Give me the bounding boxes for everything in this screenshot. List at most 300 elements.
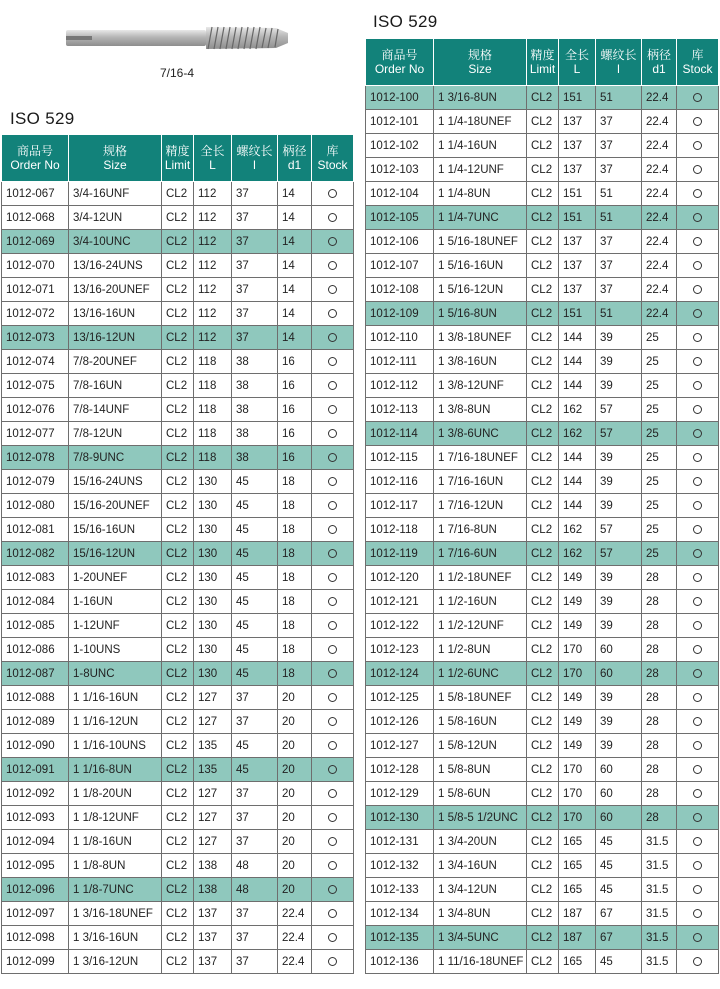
size-cell: 1 5/16-12UN bbox=[434, 278, 527, 302]
length-cell: 137 bbox=[559, 254, 596, 278]
col-header-en: L bbox=[209, 158, 216, 172]
size-cell: 15/16-24UNS bbox=[69, 470, 162, 494]
stock-circle-icon bbox=[328, 789, 337, 798]
stock-cell bbox=[677, 422, 719, 446]
thread-length-cell: 37 bbox=[232, 326, 278, 350]
stock-circle-icon bbox=[328, 213, 337, 222]
shank-diameter-cell: 20 bbox=[278, 758, 312, 782]
shank-diameter-cell: 22.4 bbox=[642, 206, 677, 230]
limit-cell: CL2 bbox=[527, 854, 559, 878]
stock-circle-icon bbox=[328, 189, 337, 198]
stock-circle-icon bbox=[693, 573, 702, 582]
stock-cell bbox=[312, 326, 354, 350]
thread-length-cell: 45 bbox=[232, 758, 278, 782]
col-header-en: Limit bbox=[529, 62, 556, 76]
stock-circle-icon bbox=[693, 621, 702, 630]
order-no-cell: 1012-069 bbox=[2, 230, 69, 254]
order-no-cell: 1012-126 bbox=[366, 710, 434, 734]
stock-circle-icon bbox=[328, 669, 337, 678]
shank-diameter-cell: 20 bbox=[278, 806, 312, 830]
table-row bbox=[366, 518, 719, 542]
length-cell: 137 bbox=[559, 110, 596, 134]
thread-length-cell: 38 bbox=[232, 422, 278, 446]
shank-diameter-cell: 22.4 bbox=[642, 110, 677, 134]
length-cell: 130 bbox=[194, 542, 232, 566]
length-cell: 170 bbox=[559, 662, 596, 686]
table-row bbox=[366, 206, 719, 230]
col-header-limit bbox=[527, 39, 559, 86]
stock-circle-icon bbox=[693, 309, 702, 318]
shank-diameter-cell: 18 bbox=[278, 494, 312, 518]
thread-length-cell: 57 bbox=[596, 422, 642, 446]
shank-diameter-cell: 25 bbox=[642, 422, 677, 446]
stock-circle-icon bbox=[693, 789, 702, 798]
stock-cell bbox=[312, 422, 354, 446]
thread-length-cell: 45 bbox=[232, 638, 278, 662]
shank-diameter-cell: 31.5 bbox=[642, 830, 677, 854]
thread-length-cell: 37 bbox=[232, 950, 278, 974]
table-row bbox=[2, 206, 354, 230]
table-row bbox=[2, 182, 354, 206]
table-row bbox=[366, 254, 719, 278]
thread-length-cell: 39 bbox=[596, 446, 642, 470]
shank-diameter-cell: 18 bbox=[278, 566, 312, 590]
table-row bbox=[366, 134, 719, 158]
shank-diameter-cell: 14 bbox=[278, 278, 312, 302]
length-cell: 165 bbox=[559, 854, 596, 878]
col-header-en: d1 bbox=[287, 158, 302, 172]
limit-cell: CL2 bbox=[527, 926, 559, 950]
stock-cell bbox=[677, 374, 719, 398]
stock-cell bbox=[312, 782, 354, 806]
order-no-cell: 1012-111 bbox=[366, 350, 434, 374]
limit-cell: CL2 bbox=[162, 854, 194, 878]
thread-length-cell: 57 bbox=[596, 542, 642, 566]
table-row bbox=[2, 422, 354, 446]
stock-cell bbox=[677, 854, 719, 878]
length-cell: 118 bbox=[194, 374, 232, 398]
length-cell: 151 bbox=[559, 302, 596, 326]
size-cell: 1 11/16-18UNEF bbox=[434, 950, 527, 974]
shank-diameter-cell: 22.4 bbox=[278, 926, 312, 950]
length-cell: 149 bbox=[559, 734, 596, 758]
col-header-cn: 螺纹长 bbox=[600, 48, 637, 62]
length-cell: 165 bbox=[559, 950, 596, 974]
thread-length-cell: 57 bbox=[596, 398, 642, 422]
shank-diameter-cell: 22.4 bbox=[278, 902, 312, 926]
table-row bbox=[366, 182, 719, 206]
shank-diameter-cell: 18 bbox=[278, 638, 312, 662]
size-cell: 1 3/4-12UN bbox=[434, 878, 527, 902]
thread-length-cell: 37 bbox=[596, 230, 642, 254]
table-row bbox=[366, 830, 719, 854]
stock-cell bbox=[312, 686, 354, 710]
stock-circle-icon bbox=[693, 765, 702, 774]
size-cell: 3/4-10UNC bbox=[69, 230, 162, 254]
size-cell: 1 1/8-7UNC bbox=[69, 878, 162, 902]
order-no-cell: 1012-105 bbox=[366, 206, 434, 230]
shank-diameter-cell: 22.4 bbox=[642, 302, 677, 326]
table-row bbox=[366, 902, 719, 926]
stock-cell bbox=[312, 758, 354, 782]
order-no-cell: 1012-116 bbox=[366, 470, 434, 494]
size-cell: 13/16-12UN bbox=[69, 326, 162, 350]
size-cell: 1-10UNS bbox=[69, 638, 162, 662]
limit-cell: CL2 bbox=[527, 446, 559, 470]
thread-length-cell: 38 bbox=[232, 350, 278, 374]
stock-cell bbox=[312, 518, 354, 542]
stock-cell bbox=[312, 806, 354, 830]
order-no-cell: 1012-072 bbox=[2, 302, 69, 326]
col-header-thread-length bbox=[232, 135, 278, 182]
limit-cell: CL2 bbox=[527, 758, 559, 782]
stock-cell bbox=[677, 782, 719, 806]
size-cell: 1 5/8-12UN bbox=[434, 734, 527, 758]
size-cell: 1 5/16-8UN bbox=[434, 302, 527, 326]
stock-circle-icon bbox=[328, 741, 337, 750]
length-cell: 137 bbox=[559, 158, 596, 182]
stock-circle-icon bbox=[328, 933, 337, 942]
size-cell: 1 5/8-18UNEF bbox=[434, 686, 527, 710]
table-row bbox=[366, 950, 719, 974]
shank-diameter-cell: 18 bbox=[278, 542, 312, 566]
stock-circle-icon bbox=[328, 477, 337, 486]
length-cell: 112 bbox=[194, 278, 232, 302]
stock-circle-icon bbox=[693, 189, 702, 198]
stock-circle-icon bbox=[693, 453, 702, 462]
col-header-cn: 精度 bbox=[530, 48, 555, 62]
stock-circle-icon bbox=[693, 549, 702, 558]
order-no-cell: 1012-104 bbox=[366, 182, 434, 206]
table-row bbox=[2, 470, 354, 494]
thread-length-cell: 37 bbox=[596, 134, 642, 158]
stock-circle-icon bbox=[693, 837, 702, 846]
stock-circle-icon bbox=[693, 261, 702, 270]
thread-length-cell: 37 bbox=[232, 206, 278, 230]
length-cell: 170 bbox=[559, 638, 596, 662]
size-cell: 15/16-20UNEF bbox=[69, 494, 162, 518]
table-row bbox=[2, 638, 354, 662]
limit-cell: CL2 bbox=[162, 686, 194, 710]
limit-cell: CL2 bbox=[527, 254, 559, 278]
stock-cell bbox=[677, 302, 719, 326]
order-no-cell: 1012-121 bbox=[366, 590, 434, 614]
stock-cell bbox=[312, 950, 354, 974]
table-row bbox=[2, 374, 354, 398]
shank-diameter-cell: 18 bbox=[278, 614, 312, 638]
length-cell: 137 bbox=[194, 926, 232, 950]
limit-cell: CL2 bbox=[162, 278, 194, 302]
limit-cell: CL2 bbox=[527, 806, 559, 830]
order-no-cell: 1012-135 bbox=[366, 926, 434, 950]
thread-length-cell: 37 bbox=[232, 254, 278, 278]
thread-length-cell: 39 bbox=[596, 614, 642, 638]
limit-cell: CL2 bbox=[162, 734, 194, 758]
limit-cell: CL2 bbox=[162, 782, 194, 806]
shank-diameter-cell: 28 bbox=[642, 782, 677, 806]
order-no-cell: 1012-101 bbox=[366, 110, 434, 134]
col-header-en: Stock bbox=[682, 62, 713, 76]
shank-diameter-cell: 18 bbox=[278, 518, 312, 542]
table-row bbox=[2, 542, 354, 566]
stock-cell bbox=[677, 638, 719, 662]
order-no-cell: 1012-125 bbox=[366, 686, 434, 710]
limit-cell: CL2 bbox=[162, 302, 194, 326]
limit-cell: CL2 bbox=[162, 254, 194, 278]
order-no-cell: 1012-131 bbox=[366, 830, 434, 854]
limit-cell: CL2 bbox=[527, 86, 559, 110]
size-cell: 1-12UNF bbox=[69, 614, 162, 638]
length-cell: 130 bbox=[194, 494, 232, 518]
order-no-cell: 1012-103 bbox=[366, 158, 434, 182]
stock-circle-icon bbox=[328, 549, 337, 558]
col-header-en: Size bbox=[103, 158, 127, 172]
order-no-cell: 1012-127 bbox=[366, 734, 434, 758]
stock-cell bbox=[312, 206, 354, 230]
stock-circle-icon bbox=[328, 501, 337, 510]
size-cell: 1 3/4-5UNC bbox=[434, 926, 527, 950]
col-header-cn: 商品号 bbox=[381, 48, 418, 62]
stock-circle-icon bbox=[328, 573, 337, 582]
size-cell: 1 3/8-18UNEF bbox=[434, 326, 527, 350]
shank-diameter-cell: 25 bbox=[642, 398, 677, 422]
thread-length-cell: 67 bbox=[596, 926, 642, 950]
stock-cell bbox=[312, 446, 354, 470]
stock-circle-icon bbox=[328, 285, 337, 294]
size-cell: 13/16-16UN bbox=[69, 302, 162, 326]
shank-diameter-cell: 28 bbox=[642, 734, 677, 758]
table-row bbox=[366, 422, 719, 446]
order-no-cell: 1012-076 bbox=[2, 398, 69, 422]
size-cell: 1 5/8-16UN bbox=[434, 710, 527, 734]
stock-circle-icon bbox=[328, 861, 337, 870]
stock-cell bbox=[677, 134, 719, 158]
thread-length-cell: 37 bbox=[232, 782, 278, 806]
order-no-cell: 1012-086 bbox=[2, 638, 69, 662]
stock-cell bbox=[677, 926, 719, 950]
limit-cell: CL2 bbox=[162, 902, 194, 926]
thread-length-cell: 37 bbox=[596, 278, 642, 302]
table-row bbox=[366, 614, 719, 638]
thread-length-cell: 48 bbox=[232, 878, 278, 902]
size-cell: 7/8-12UN bbox=[69, 422, 162, 446]
col-header-size bbox=[434, 39, 527, 86]
thread-length-cell: 45 bbox=[232, 590, 278, 614]
stock-cell bbox=[677, 902, 719, 926]
order-no-cell: 1012-122 bbox=[366, 614, 434, 638]
limit-cell: CL2 bbox=[162, 230, 194, 254]
limit-cell: CL2 bbox=[527, 782, 559, 806]
limit-cell: CL2 bbox=[162, 326, 194, 350]
limit-cell: CL2 bbox=[527, 734, 559, 758]
stock-circle-icon bbox=[693, 237, 702, 246]
size-cell: 1 1/8-20UN bbox=[69, 782, 162, 806]
left-table-body bbox=[2, 182, 354, 974]
limit-cell: CL2 bbox=[527, 134, 559, 158]
limit-cell: CL2 bbox=[527, 662, 559, 686]
length-cell: 149 bbox=[559, 566, 596, 590]
length-cell: 130 bbox=[194, 662, 232, 686]
order-no-cell: 1012-092 bbox=[2, 782, 69, 806]
order-no-cell: 1012-083 bbox=[2, 566, 69, 590]
order-no-cell: 1012-132 bbox=[366, 854, 434, 878]
order-no-cell: 1012-113 bbox=[366, 398, 434, 422]
thread-length-cell: 39 bbox=[596, 734, 642, 758]
order-no-cell: 1012-071 bbox=[2, 278, 69, 302]
length-cell: 137 bbox=[194, 950, 232, 974]
col-header-cn: 全长 bbox=[200, 144, 225, 158]
col-header-cn: 库 bbox=[326, 144, 339, 158]
stock-circle-icon bbox=[693, 117, 702, 126]
table-row bbox=[366, 326, 719, 350]
table-row bbox=[366, 662, 719, 686]
order-no-cell: 1012-095 bbox=[2, 854, 69, 878]
limit-cell: CL2 bbox=[162, 542, 194, 566]
shank-diameter-cell: 31.5 bbox=[642, 854, 677, 878]
stock-circle-icon bbox=[328, 237, 337, 246]
shank-diameter-cell: 22.4 bbox=[642, 278, 677, 302]
stock-circle-icon bbox=[693, 381, 702, 390]
order-no-cell: 1012-110 bbox=[366, 326, 434, 350]
size-cell: 1 3/16-16UN bbox=[69, 926, 162, 950]
stock-cell bbox=[677, 254, 719, 278]
shank-diameter-cell: 28 bbox=[642, 662, 677, 686]
table-row bbox=[366, 758, 719, 782]
length-cell: 137 bbox=[559, 134, 596, 158]
table-row bbox=[366, 686, 719, 710]
shank-diameter-cell: 18 bbox=[278, 590, 312, 614]
stock-cell bbox=[677, 494, 719, 518]
table-row bbox=[2, 494, 354, 518]
length-cell: 144 bbox=[559, 374, 596, 398]
thread-length-cell: 45 bbox=[232, 542, 278, 566]
stock-circle-icon bbox=[328, 885, 337, 894]
thread-length-cell: 60 bbox=[596, 782, 642, 806]
order-no-cell: 1012-070 bbox=[2, 254, 69, 278]
stock-circle-icon bbox=[693, 525, 702, 534]
stock-cell bbox=[677, 518, 719, 542]
stock-cell bbox=[312, 710, 354, 734]
header-row bbox=[2, 135, 354, 182]
order-no-cell: 1012-087 bbox=[2, 662, 69, 686]
table-row bbox=[2, 614, 354, 638]
length-cell: 149 bbox=[559, 614, 596, 638]
stock-cell bbox=[677, 446, 719, 470]
table-row bbox=[366, 542, 719, 566]
col-header-cn: 库 bbox=[691, 48, 704, 62]
table-row bbox=[366, 638, 719, 662]
thread-length-cell: 39 bbox=[596, 590, 642, 614]
table-row bbox=[366, 926, 719, 950]
limit-cell: CL2 bbox=[162, 710, 194, 734]
table-row bbox=[366, 734, 719, 758]
table-row bbox=[2, 398, 354, 422]
thread-length-cell: 51 bbox=[596, 302, 642, 326]
order-no-cell: 1012-078 bbox=[2, 446, 69, 470]
stock-circle-icon bbox=[328, 525, 337, 534]
table-row bbox=[366, 782, 719, 806]
limit-cell: CL2 bbox=[162, 926, 194, 950]
length-cell: 144 bbox=[559, 326, 596, 350]
limit-cell: CL2 bbox=[527, 326, 559, 350]
thread-length-cell: 45 bbox=[232, 494, 278, 518]
limit-cell: CL2 bbox=[162, 206, 194, 230]
length-cell: 112 bbox=[194, 254, 232, 278]
stock-circle-icon bbox=[693, 669, 702, 678]
limit-cell: CL2 bbox=[527, 206, 559, 230]
right-section-title: ISO 529 bbox=[373, 12, 438, 31]
col-header-en: L bbox=[573, 62, 581, 76]
thread-length-cell: 39 bbox=[596, 326, 642, 350]
shank-diameter-cell: 18 bbox=[278, 662, 312, 686]
order-no-cell: 1012-094 bbox=[2, 830, 69, 854]
shank-diameter-cell: 25 bbox=[642, 494, 677, 518]
shank-diameter-cell: 16 bbox=[278, 398, 312, 422]
order-no-cell: 1012-098 bbox=[2, 926, 69, 950]
limit-cell: CL2 bbox=[162, 446, 194, 470]
size-cell: 1 3/4-20UN bbox=[434, 830, 527, 854]
stock-cell bbox=[677, 662, 719, 686]
order-no-cell: 1012-115 bbox=[366, 446, 434, 470]
size-cell: 1 1/4-18UNEF bbox=[434, 110, 527, 134]
length-cell: 127 bbox=[194, 686, 232, 710]
size-cell: 7/8-16UN bbox=[69, 374, 162, 398]
thread-length-cell: 39 bbox=[596, 566, 642, 590]
order-no-cell: 1012-097 bbox=[2, 902, 69, 926]
limit-cell: CL2 bbox=[527, 638, 559, 662]
table-row bbox=[366, 374, 719, 398]
stock-cell bbox=[677, 878, 719, 902]
length-cell: 187 bbox=[559, 902, 596, 926]
order-no-cell: 1012-106 bbox=[366, 230, 434, 254]
limit-cell: CL2 bbox=[527, 878, 559, 902]
stock-circle-icon bbox=[328, 909, 337, 918]
length-cell: 144 bbox=[559, 470, 596, 494]
length-cell: 162 bbox=[559, 422, 596, 446]
shank-diameter-cell: 28 bbox=[642, 590, 677, 614]
thread-length-cell: 37 bbox=[232, 278, 278, 302]
stock-circle-icon bbox=[693, 933, 702, 942]
shank-diameter-cell: 14 bbox=[278, 302, 312, 326]
limit-cell: CL2 bbox=[527, 590, 559, 614]
stock-circle-icon bbox=[328, 645, 337, 654]
stock-circle-icon bbox=[693, 405, 702, 414]
order-no-cell: 1012-100 bbox=[366, 86, 434, 110]
stock-circle-icon bbox=[328, 765, 337, 774]
limit-cell: CL2 bbox=[162, 374, 194, 398]
table-row bbox=[2, 806, 354, 830]
stock-cell bbox=[312, 662, 354, 686]
length-cell: 149 bbox=[559, 686, 596, 710]
stock-cell bbox=[677, 182, 719, 206]
order-no-cell: 1012-109 bbox=[366, 302, 434, 326]
size-cell: 1 5/8-8UN bbox=[434, 758, 527, 782]
length-cell: 135 bbox=[194, 734, 232, 758]
length-cell: 127 bbox=[194, 830, 232, 854]
stock-cell bbox=[312, 494, 354, 518]
thread-length-cell: 60 bbox=[596, 662, 642, 686]
limit-cell: CL2 bbox=[162, 614, 194, 638]
size-cell: 1 3/8-16UN bbox=[434, 350, 527, 374]
stock-circle-icon bbox=[328, 357, 337, 366]
stock-cell bbox=[312, 470, 354, 494]
thread-length-cell: 45 bbox=[596, 878, 642, 902]
limit-cell: CL2 bbox=[162, 494, 194, 518]
stock-circle-icon bbox=[328, 813, 337, 822]
stock-cell bbox=[677, 950, 719, 974]
table-row bbox=[2, 734, 354, 758]
shank-diameter-cell: 16 bbox=[278, 374, 312, 398]
